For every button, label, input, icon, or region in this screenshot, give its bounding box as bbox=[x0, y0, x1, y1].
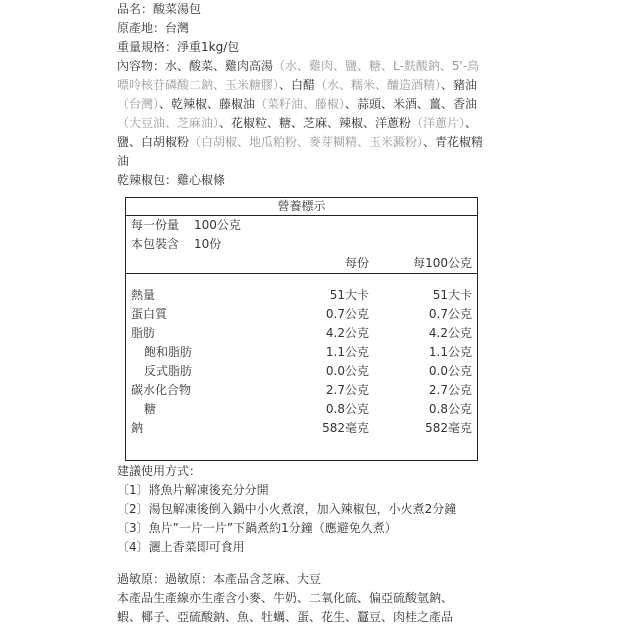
origin: 原產地：台灣 bbox=[117, 21, 190, 35]
nutrient-row-carbohydrate: 碳水化合物 2.7公克 2.7公克 bbox=[131, 383, 472, 397]
product-info bbox=[117, 0, 487, 190]
usage-step: 〔3〕魚片”一片一片”下鍋煮約1分鐘（應避免久煮） bbox=[117, 521, 397, 535]
usage-instructions bbox=[117, 462, 487, 557]
usage-title: 建議使用方式： bbox=[117, 464, 202, 478]
nutrition-header-row bbox=[126, 254, 477, 274]
chili-pack: 乾辣椒包：雞心椒條 bbox=[117, 173, 226, 187]
product-name: 品名：酸菜湯包 bbox=[117, 2, 202, 16]
nutrient-row-sodium: 鈉 582毫克 582毫克 bbox=[131, 421, 472, 435]
allergen-info bbox=[117, 570, 487, 627]
nutrition-table bbox=[125, 197, 478, 461]
weight-spec: 重量規格：淨重1kg/包 bbox=[117, 40, 240, 54]
per-100g-header: 每100公克 bbox=[413, 256, 472, 270]
nutrient-row-energy: 熱量 51大卡 51大卡 bbox=[131, 288, 472, 302]
usage-step: 〔1〕將魚片解凍後充分分開 bbox=[117, 483, 269, 497]
ingredients: 內容物：水、酸菜、雞肉高湯（水、雞肉、鹽、糖、L-麩酸鈉、5'-鳥嘌呤核苷磷酸二鈉、玉米糖膠）、白醋（水、糯米、釀造酒精）、豬油（台灣）、乾辣椒、藤椒油（菜籽油、藤椒）、蒜頭、米酒、薑、香油（大豆油、芝麻油）、花椒粒、糖、芝麻、辣椒、洋蔥粉（洋蔥片）、鹽、白胡椒粉（白胡椒、地瓜粕粉、麥芽糊精、玉米澱粉）、青花椒精油 bbox=[117, 59, 484, 168]
per-serving-header: 每份 bbox=[344, 256, 369, 270]
nutrient-row-protein: 蛋白質 0.7公克 0.7公克 bbox=[131, 307, 472, 321]
serving-size-row: 每一份量 100公克 bbox=[131, 218, 241, 232]
nutrition-title: 營養標示 bbox=[126, 198, 477, 216]
nutrient-row-trans-fat: 反式脂肪 0.0公克 0.0公克 bbox=[144, 364, 472, 378]
usage-step: 〔2〕湯包解凍後倒入鍋中小火煮滾，加入辣椒包，小火煮2分鐘 bbox=[117, 502, 457, 516]
allergen-line: 過敏原：過敏原：本產品含芝麻、大豆 bbox=[117, 572, 322, 586]
servings-per-pack-row: 本包裝含 10份 bbox=[131, 237, 222, 251]
allergen-line: 蝦、椰子、亞硫酸鈉、魚、牡蠣、蛋、花生、蠶豆、肉桂之產品 bbox=[117, 610, 454, 624]
nutrient-row-sugar: 糖 0.8公克 0.8公克 bbox=[144, 402, 472, 416]
nutrient-row-fat: 脂肪 4.2公克 4.2公克 bbox=[131, 326, 472, 340]
nutrient-row-saturated-fat: 飽和脂肪 1.1公克 1.1公克 bbox=[144, 345, 472, 359]
allergen-line: 本產品生產線亦生產含小麥、牛奶、二氧化硫、偏亞硫酸氫鈉、 bbox=[117, 591, 454, 605]
usage-step: 〔4〕灑上香菜即可食用 bbox=[117, 540, 245, 554]
